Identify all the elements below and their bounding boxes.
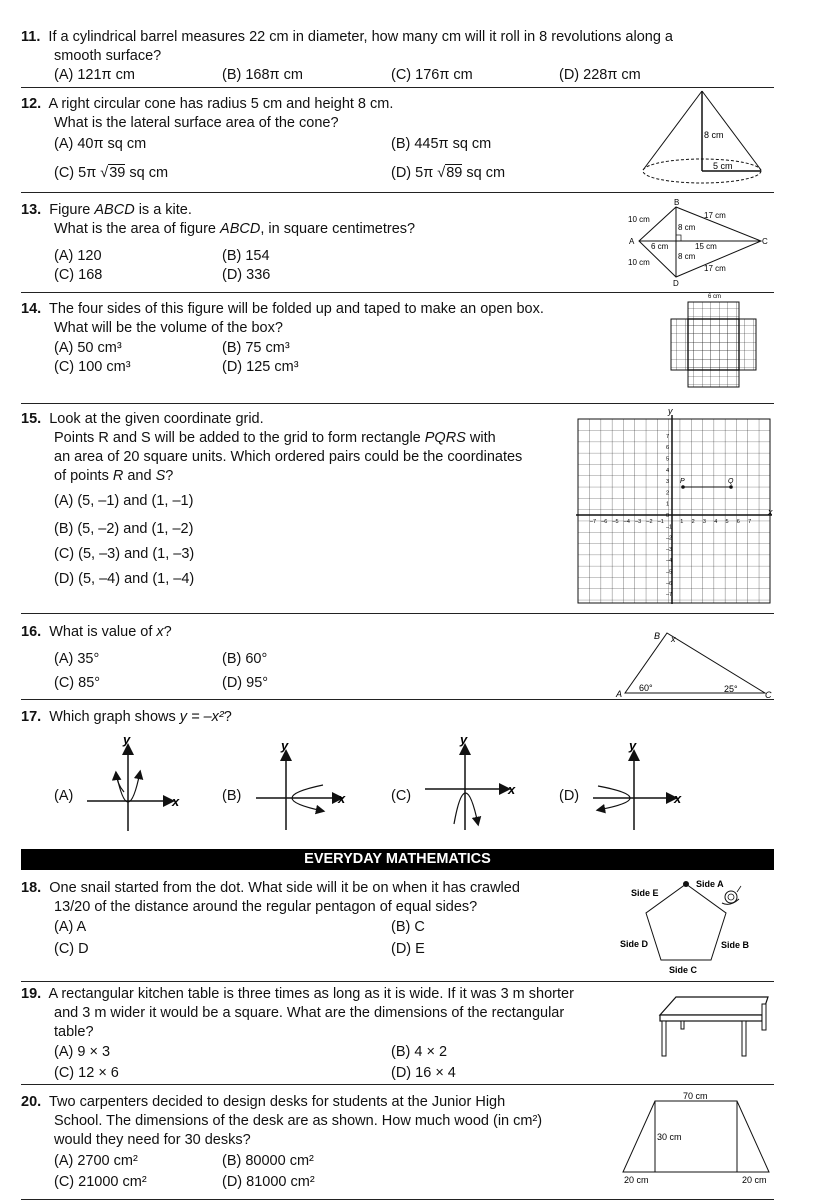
- q20-option-a[interactable]: (A) 2700 cm²: [54, 1153, 138, 1169]
- divider: [21, 1084, 774, 1085]
- q15-t4-r: R: [112, 468, 124, 484]
- q18-option-a[interactable]: (A) A: [54, 919, 87, 935]
- q12-d-post: sq cm: [462, 165, 506, 181]
- y-tick-label: 7: [666, 433, 670, 440]
- q13-stem-line1: [21, 201, 192, 219]
- q17-equation: y = –x²: [179, 709, 224, 725]
- q13-t1-post: is a kite.: [134, 202, 192, 218]
- q12-d-radicand: 89: [446, 165, 463, 181]
- divider: [21, 699, 774, 700]
- q15-stem-line1: [21, 410, 264, 428]
- q15-t2-it: PQRS: [424, 430, 466, 446]
- x-tick-label: 5: [725, 519, 729, 525]
- q19-option-b[interactable]: (B) 4 × 2: [391, 1044, 448, 1060]
- y-tick-label: 6: [666, 445, 670, 452]
- kite-bc-label: 17 cm: [704, 211, 726, 220]
- graph-c-x-label: x: [508, 782, 516, 797]
- q16-option-b[interactable]: (B) 60°: [222, 651, 268, 667]
- x-tick-label: –5: [612, 519, 619, 525]
- q17-number: 17.: [21, 709, 42, 725]
- side-d-label: Side D: [620, 939, 649, 949]
- triangle-vertex-b: B: [654, 631, 661, 641]
- q20-stem-line2: School. The dimensions of the desk are as shown. How much wood (in cm²): [54, 1113, 543, 1129]
- q12-stem-line2: What is the lateral surface area of the cone?: [54, 115, 339, 131]
- desk-left-label: 20 cm: [624, 1175, 649, 1185]
- section-banner: EVERYDAY MATHEMATICS: [21, 849, 774, 870]
- x-tick-label: –1: [657, 519, 664, 525]
- q17-option-c[interactable]: (C): [391, 788, 412, 804]
- q12-stem-line1: [21, 95, 393, 113]
- y-tick-label: 4: [666, 467, 670, 474]
- graph-a-y-label: y: [123, 732, 131, 747]
- q19-option-c[interactable]: (C) 12 × 6: [54, 1065, 119, 1081]
- q16-option-a[interactable]: (A) 35°: [54, 651, 100, 667]
- cone-figure: [640, 88, 770, 192]
- q16-option-c[interactable]: (C) 85°: [54, 675, 101, 691]
- q18-option-d[interactable]: (D) E: [391, 941, 425, 957]
- graph-d-x-label: x: [674, 791, 682, 806]
- y-tick-label: 3: [666, 479, 670, 486]
- q12-c-post: sq cm: [125, 165, 169, 181]
- graph-b-x-label: x: [338, 791, 346, 806]
- q12-c-pre: (C) 5π: [54, 165, 101, 181]
- q17-option-d[interactable]: (D): [559, 788, 580, 804]
- cone-radius-label: 5 cm: [713, 161, 733, 171]
- graph-a-x-label: x: [172, 794, 180, 809]
- point-p-label: P: [680, 478, 685, 485]
- q19-option-d[interactable]: (D) 16 × 4: [391, 1065, 456, 1081]
- q17-t1-post: ?: [223, 709, 232, 725]
- desk-top-label: 70 cm: [683, 1091, 708, 1101]
- q11-text1: If a cylindrical barrel measures 22 cm in diameter, how many cm will it roll in 8 revolutions along a: [48, 29, 673, 45]
- q12-option-b[interactable]: (B) 445π sq cm: [391, 136, 492, 152]
- kite-figure: [624, 195, 772, 287]
- q17-option-b[interactable]: (B): [222, 788, 242, 804]
- q15-t4-post: ?: [165, 468, 174, 484]
- kite-dc-label: 17 cm: [704, 264, 726, 273]
- x-tick-label: 6: [736, 519, 740, 525]
- q16-stem-line1: [21, 623, 172, 641]
- q15-text1: Look at the given coordinate grid.: [49, 411, 264, 427]
- divider: [21, 613, 774, 614]
- box-net-figure: [668, 291, 774, 395]
- side-e-label: Side E: [631, 888, 659, 898]
- kite-od-label: 8 cm: [678, 252, 696, 261]
- q18-option-c[interactable]: (C) D: [54, 941, 89, 957]
- graph-b-y-label: y: [281, 738, 289, 753]
- graph-b-figure: [253, 738, 353, 832]
- q16-option-d[interactable]: (D) 95°: [222, 675, 269, 691]
- y-tick-label: –1: [666, 524, 673, 531]
- q13-t1-it: ABCD: [94, 202, 135, 218]
- q12-d-pre: (D) 5π: [391, 165, 438, 181]
- q14-option-b[interactable]: (B) 75 cm³: [222, 340, 290, 356]
- divider: [21, 1199, 774, 1200]
- q19-number: 19.: [21, 986, 42, 1002]
- graph-d-figure: [590, 738, 690, 832]
- q15-t2: Points R and S will be added to the grid to form rectangle: [54, 430, 425, 446]
- q20-text1: Two carpenters decided to design desks for students at the Junior High: [48, 1094, 506, 1110]
- y-tick-label: –5: [666, 569, 673, 576]
- q15-t4: of points: [54, 468, 113, 484]
- q15-stem-line2: [54, 429, 496, 447]
- q18-number: 18.: [21, 880, 42, 896]
- q19-stem-line3: table?: [54, 1024, 94, 1040]
- y-tick-label: –7: [666, 592, 673, 599]
- q12-option-a[interactable]: (A) 40π sq cm: [54, 136, 147, 152]
- snail-icon: [722, 886, 741, 904]
- kite-ad-label: 10 cm: [628, 258, 650, 267]
- q12-c-radicand: 39: [109, 165, 126, 181]
- q16-number: 16.: [21, 624, 42, 640]
- q14-number: 14.: [21, 301, 42, 317]
- divider: [21, 292, 774, 293]
- y-tick-label: 2: [666, 490, 670, 497]
- q11-stem-line2: smooth surface?: [54, 48, 162, 64]
- desk-trapezoid-figure: [618, 1088, 774, 1188]
- y-tick-label: –3: [666, 546, 673, 553]
- x-tick-label: –7: [589, 519, 597, 525]
- q20-option-d[interactable]: (D) 81000 cm²: [222, 1174, 315, 1190]
- q13-option-a[interactable]: (A) 120: [54, 248, 102, 264]
- q18-stem-line2: 13/20 of the distance around the regular pentagon of equal sides?: [54, 899, 478, 915]
- q20-option-c[interactable]: (C) 21000 cm²: [54, 1174, 147, 1190]
- divider: [21, 192, 774, 193]
- box-net-label: 6 cm: [708, 294, 722, 300]
- q17-stem-line1: [21, 708, 232, 726]
- side-b-label: Side B: [721, 940, 750, 950]
- q13-stem-line2: [54, 220, 415, 238]
- graph-c-figure: [422, 732, 522, 832]
- q20-option-b[interactable]: (B) 80000 cm²: [222, 1153, 314, 1169]
- q17-t1: Which graph shows: [49, 709, 180, 725]
- desk-height-label: 30 cm: [657, 1132, 682, 1142]
- graph-c-y-label: y: [460, 732, 468, 747]
- kite-ao-label: 6 cm: [651, 242, 669, 251]
- q17-option-a[interactable]: (A): [54, 788, 74, 804]
- triangle-figure: [615, 625, 775, 701]
- side-c-label: Side C: [669, 965, 698, 975]
- triangle-angle-25: 25°: [724, 684, 738, 694]
- kite-oc-label: 15 cm: [695, 242, 717, 251]
- q15-stem-line4: [54, 467, 173, 485]
- x-tick-label: –3: [635, 519, 642, 525]
- kite-vertex-a: A: [629, 237, 635, 246]
- side-a-label: Side A: [696, 879, 724, 889]
- q16-t1: What is value of: [49, 624, 157, 640]
- graph-a-figure: [84, 732, 184, 832]
- q20-stem-line1: [21, 1093, 505, 1111]
- divider: [21, 403, 774, 404]
- q13-t2-it: ABCD: [220, 221, 261, 237]
- q15-option-c[interactable]: (C) (5, –3) and (1, –3): [54, 546, 195, 562]
- q12-option-d[interactable]: (D) 5π √89 sq cm: [391, 165, 506, 181]
- q11-option-a[interactable]: (A) 121π cm: [54, 67, 135, 83]
- q15-t4-s: S: [155, 468, 166, 484]
- q15-number: 15.: [21, 411, 42, 427]
- q11-option-b[interactable]: (B) 168π cm: [222, 67, 303, 83]
- q11-option-d[interactable]: (D) 228π cm: [559, 67, 641, 83]
- q14-option-a[interactable]: (A) 50 cm³: [54, 340, 122, 356]
- x-tick-label: 7: [748, 519, 752, 525]
- triangle-vertex-a: A: [616, 689, 623, 699]
- divider: [21, 981, 774, 982]
- kite-ob-label: 8 cm: [678, 223, 696, 232]
- q13-number: 13.: [21, 202, 42, 218]
- q13-option-c[interactable]: (C) 168: [54, 267, 103, 283]
- y-tick-label: 1: [666, 501, 670, 508]
- x-tick-label: –6: [601, 519, 608, 525]
- x-tick-label: 1: [680, 519, 684, 525]
- table-figure: [654, 992, 772, 1058]
- q15-option-b[interactable]: (B) (5, –2) and (1, –2): [54, 521, 194, 537]
- point-q-label: Q: [728, 478, 734, 485]
- triangle-vertex-c: C: [765, 690, 772, 700]
- q15-option-a[interactable]: (A) (5, –1) and (1, –1): [54, 493, 194, 509]
- cone-height-label: 8 cm: [704, 130, 724, 140]
- q14-stem-line1: [21, 300, 544, 318]
- q14-option-c[interactable]: (C) 100 cm³: [54, 359, 131, 375]
- q12-text1: A right circular cone has radius 5 cm and height 8 cm.: [48, 96, 394, 112]
- q13-option-d[interactable]: (D) 336: [222, 267, 271, 283]
- x-axis-label: x: [768, 507, 773, 517]
- q15-t2-post: with: [465, 430, 496, 446]
- x-tick-label: –2: [646, 519, 653, 525]
- graph-d-y-label: y: [629, 738, 637, 753]
- y-tick-label: –6: [666, 580, 673, 587]
- q13-option-b[interactable]: (B) 154: [222, 248, 270, 264]
- x-tick-label: 4: [714, 519, 718, 525]
- y-tick-label: 5: [666, 456, 670, 463]
- q18-text1: One snail started from the dot. What side will it be on when it has crawled: [49, 880, 520, 896]
- q19-stem-line2: and 3 m wider it would be a square. What are the dimensions of the rectangular: [54, 1005, 565, 1021]
- coordinate-grid-figure: [574, 405, 774, 605]
- q16-t1-post: ?: [163, 624, 172, 640]
- q20-number: 20.: [21, 1094, 42, 1110]
- q11-option-c[interactable]: (C) 176π cm: [391, 67, 473, 83]
- kite-ab-label: 10 cm: [628, 215, 650, 224]
- q12-option-c[interactable]: (C) 5π √39 sq cm: [54, 165, 169, 181]
- q12-number: 12.: [21, 96, 42, 112]
- pentagon-figure: [618, 874, 768, 978]
- triangle-angle-60: 60°: [639, 683, 653, 693]
- q11-stem-line1: [21, 28, 673, 46]
- q19-text1: A rectangular kitchen table is three times as long as it is wide. If it was 3 m shorter: [48, 986, 574, 1002]
- q15-stem-line3: an area of 20 square units. Which ordered pairs could be the coordinates: [54, 449, 523, 465]
- y-tick-label: –2: [666, 535, 673, 542]
- q18-option-b[interactable]: (B) C: [391, 919, 425, 935]
- q19-stem-line1: [21, 985, 574, 1003]
- q13-t2-post: , in square centimetres?: [260, 221, 416, 237]
- q15-t4-mid: and: [123, 468, 156, 484]
- kite-vertex-c: C: [762, 237, 768, 246]
- x-tick-label: 3: [702, 519, 706, 525]
- x-tick-label: 2: [691, 519, 695, 525]
- q16-t1-it: x: [156, 624, 164, 640]
- desk-right-label: 20 cm: [742, 1175, 767, 1185]
- q19-option-a[interactable]: (A) 9 × 3: [54, 1044, 111, 1060]
- q11-number: 11.: [21, 29, 41, 45]
- q14-option-d[interactable]: (D) 125 cm³: [222, 359, 299, 375]
- kite-vertex-d: D: [673, 279, 679, 287]
- x-tick-label: –4: [623, 519, 630, 525]
- q18-stem-line1: [21, 879, 520, 897]
- q13-t2: What is the area of figure: [54, 221, 221, 237]
- y-tick-label: 0: [666, 513, 670, 519]
- q14-stem-line2: What will be the volume of the box?: [54, 320, 283, 336]
- triangle-angle-x: x: [671, 634, 676, 644]
- q14-text1: The four sides of this figure will be folded up and taped to make an open box.: [48, 301, 544, 317]
- y-axis-label: y: [668, 406, 673, 416]
- q13-t1: Figure: [49, 202, 95, 218]
- start-dot: [683, 881, 689, 887]
- kite-vertex-b: B: [674, 198, 680, 207]
- y-tick-label: –4: [666, 558, 673, 565]
- q20-stem-line3: would they need for 30 desks?: [54, 1132, 251, 1148]
- q15-option-d[interactable]: (D) (5, –4) and (1, –4): [54, 571, 195, 587]
